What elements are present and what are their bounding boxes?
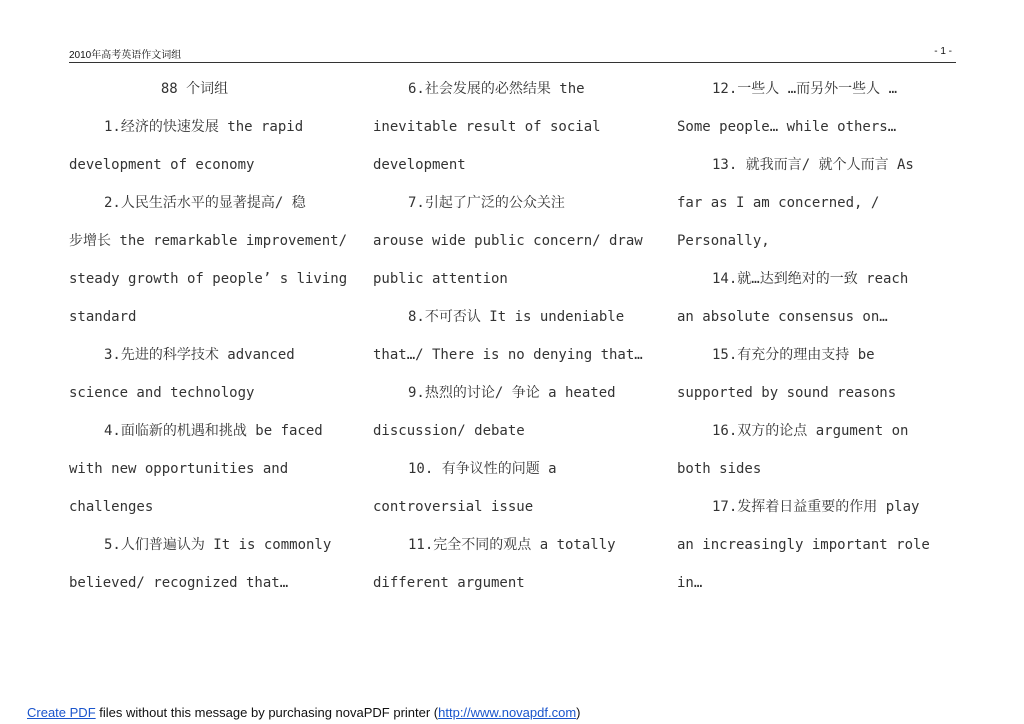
novapdf-link[interactable]: http://www.novapdf.com bbox=[438, 705, 577, 720]
text-line: steady growth of people’ s living bbox=[69, 271, 348, 287]
text-line: 5.人们普遍认为 It is commonly bbox=[104, 537, 332, 553]
header-title: 2010年高考英语作文词组 bbox=[69, 50, 182, 61]
text-line: 16.双方的论点 argument on bbox=[712, 423, 909, 439]
column-2 bbox=[373, 70, 658, 602]
text-line: with new opportunities and bbox=[69, 461, 289, 477]
text-line: 88 个词组 bbox=[160, 81, 229, 97]
text-line: 2.人民生活水平的显著提高/ 稳 bbox=[104, 195, 306, 211]
text-line: an absolute consensus on… bbox=[677, 309, 888, 325]
text-line: Personally, bbox=[677, 233, 770, 249]
text-line: 6.社会发展的必然结果 the bbox=[408, 81, 585, 97]
text-line: 15.有充分的理由支持 be bbox=[712, 347, 875, 363]
text-line: inevitable result of social bbox=[373, 119, 601, 135]
footer-text: files without this message by purchasing novaPDF printer ( bbox=[95, 705, 439, 720]
text-line: in… bbox=[677, 575, 703, 591]
text-line: discussion/ debate bbox=[373, 423, 525, 439]
text-line: standard bbox=[69, 309, 137, 325]
text-line: 13. 就我而言/ 就个人而言 As bbox=[712, 157, 914, 173]
text-line: 9.热烈的讨论/ 争论 a heated bbox=[408, 385, 616, 401]
text-line: development of economy bbox=[69, 157, 255, 173]
text-line: an increasingly important role bbox=[677, 537, 930, 553]
footer-end: ) bbox=[576, 705, 581, 720]
text-line: 1.经济的快速发展 the rapid bbox=[104, 119, 304, 135]
text-line: 17.发挥着日益重要的作用 play bbox=[712, 499, 920, 515]
text-line: 10. 有争议性的问题 a bbox=[408, 461, 557, 477]
text-line: 7.引起了广泛的公众关注 bbox=[408, 195, 565, 211]
text-line: 3.先进的科学技术 advanced bbox=[104, 347, 295, 363]
text-line: different argument bbox=[373, 575, 525, 591]
text-line: 4.面临新的机遇和挑战 be faced bbox=[104, 423, 323, 439]
text-line: public attention bbox=[373, 271, 508, 287]
page-number: - 1 - bbox=[934, 46, 952, 57]
column-3 bbox=[677, 70, 962, 602]
column-1 bbox=[69, 70, 354, 602]
pdf-footer bbox=[27, 705, 581, 720]
text-line: development bbox=[373, 157, 466, 173]
text-line: both sides bbox=[677, 461, 762, 477]
create-pdf-link[interactable]: Create PDF bbox=[27, 705, 96, 720]
text-line: Some people… while others… bbox=[677, 119, 897, 135]
text-line: supported by sound reasons bbox=[677, 385, 897, 401]
text-line: 8.不可否认 It is undeniable bbox=[408, 309, 625, 325]
text-line: controversial issue bbox=[373, 499, 534, 515]
text-line: believed/ recognized that… bbox=[69, 575, 289, 591]
text-line: arouse wide public concern/ draw bbox=[373, 233, 643, 249]
text-line: science and technology bbox=[69, 385, 255, 401]
text-line: 14.就…达到绝对的一致 reach bbox=[712, 271, 909, 287]
text-line: 步增长 the remarkable improvement/ bbox=[69, 233, 348, 249]
text-line: challenges bbox=[69, 499, 154, 515]
text-line: that…/ There is no denying that… bbox=[373, 347, 643, 363]
text-line: 12.一些人 …而另外一些人 … bbox=[712, 81, 898, 97]
text-line: 11.完全不同的观点 a totally bbox=[408, 537, 616, 553]
page-header bbox=[69, 44, 956, 63]
text-line: far as I am concerned, / bbox=[677, 195, 880, 211]
